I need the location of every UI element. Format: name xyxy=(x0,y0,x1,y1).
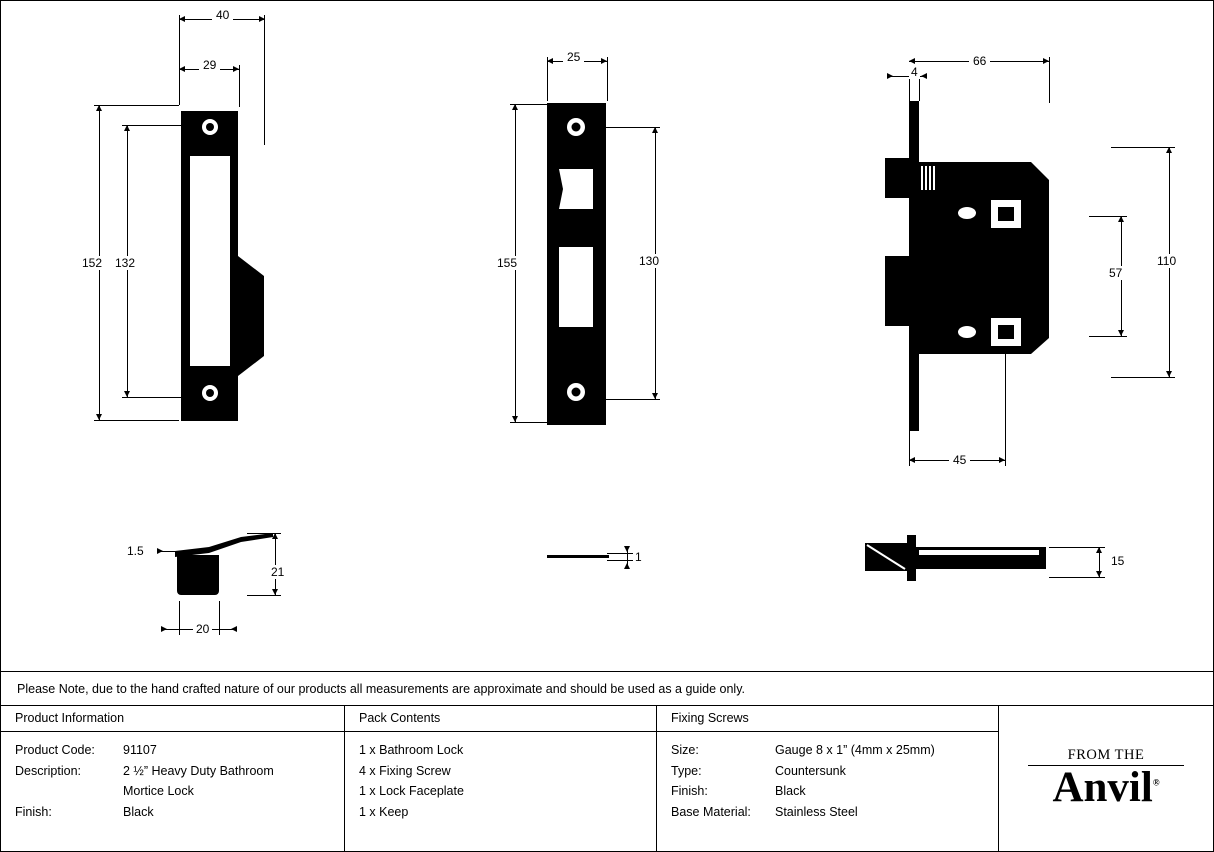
arrow xyxy=(157,548,163,554)
list-item: 1 x Bathroom Lock xyxy=(359,743,464,757)
arrow xyxy=(909,58,915,64)
description-value-line2: Mortice Lock xyxy=(123,784,194,798)
screw-finish-value: Black xyxy=(775,784,806,798)
ext-line xyxy=(94,105,179,106)
brand-logo-cell xyxy=(999,706,1213,851)
faceplate-section-shape xyxy=(547,555,609,558)
table-row xyxy=(15,761,344,782)
screw-base-material-label: Base Material: xyxy=(671,804,751,819)
dim-label-20: 20 xyxy=(193,622,212,636)
screw-finish-label: Finish: xyxy=(671,784,708,798)
ext-line xyxy=(510,422,550,423)
dim-label-21: 21 xyxy=(271,565,285,579)
product-information-body xyxy=(1,732,344,822)
arrow xyxy=(624,563,630,569)
dim-label-155: 155 xyxy=(497,256,518,270)
arrow xyxy=(921,73,927,79)
dim-label-29: 29 xyxy=(199,58,220,72)
description-value: 2 ½” Heavy Duty Bathroom xyxy=(123,763,274,778)
dim-label-1: 1 xyxy=(635,550,642,564)
dim-label-132: 132 xyxy=(115,256,136,270)
ext-line xyxy=(1049,547,1105,548)
screw-size-value: Gauge 8 x 1” (4mm x 25mm) xyxy=(775,743,935,757)
fixing-screws-column xyxy=(657,706,999,851)
list-item: 1 x Lock Faceplate xyxy=(359,784,464,798)
description-label: Description: xyxy=(15,763,81,778)
dim-label-110: 110 xyxy=(1157,254,1177,268)
arrow xyxy=(161,626,167,632)
screw-size-label: Size: xyxy=(671,743,699,757)
dim-label-152: 152 xyxy=(82,256,103,270)
dim-label-40: 40 xyxy=(212,8,233,22)
fixing-screws-heading: Fixing Screws xyxy=(657,706,998,732)
info-table xyxy=(1,705,1213,851)
dim-label-1_5: 1.5 xyxy=(127,544,144,558)
table-row xyxy=(15,802,344,823)
arrow xyxy=(624,546,630,552)
ext-line xyxy=(179,15,180,105)
ext-line xyxy=(607,560,633,561)
registered-mark: ® xyxy=(1152,777,1160,788)
finish-label: Finish: xyxy=(15,804,52,819)
ext-line xyxy=(607,553,633,554)
list-item: 1 x Keep xyxy=(359,804,409,819)
dim-label-15: 15 xyxy=(1111,554,1125,568)
dim-label-66: 66 xyxy=(969,54,990,68)
ext-line xyxy=(510,104,550,105)
ext-line xyxy=(607,57,608,101)
product-code-label: Product Code: xyxy=(15,743,95,757)
lock-body-shape xyxy=(881,96,1121,446)
pack-contents-column xyxy=(345,706,657,851)
table-row xyxy=(671,761,998,782)
dim-label-4: 4 xyxy=(911,65,918,79)
product-information-heading: Product Information xyxy=(1,706,344,732)
keep-plate-shape xyxy=(176,101,296,431)
table-row xyxy=(671,802,998,823)
measurement-note xyxy=(1,671,1213,705)
ext-line xyxy=(1049,577,1105,578)
screw-type-value: Countersunk xyxy=(775,763,846,778)
ext-line xyxy=(122,125,182,126)
lock-body-plan-shape xyxy=(861,531,1061,591)
finish-value: Black xyxy=(123,804,154,819)
keep-section-shape xyxy=(169,529,299,619)
dim-label-130: 130 xyxy=(639,254,660,268)
list-item: 4 x Fixing Screw xyxy=(359,763,451,778)
logo-line-2: Anvil xyxy=(1052,763,1153,811)
ext-line xyxy=(94,420,179,421)
dim-label-57: 57 xyxy=(1109,266,1123,280)
table-row xyxy=(671,781,998,802)
screw-type-label: Type: xyxy=(671,763,702,778)
ext-line xyxy=(122,397,182,398)
arrow xyxy=(887,73,893,79)
measurement-note-text: Please Note, due to the hand crafted nature of our products all measurements are approximate and should be used as a guide only. xyxy=(17,681,746,696)
product-code-value: 91107 xyxy=(123,743,157,757)
pack-contents-body xyxy=(345,732,656,822)
faceplate-shape xyxy=(545,99,615,429)
arrow xyxy=(179,66,185,72)
table-row xyxy=(671,740,998,761)
screw-base-material-value: Stainless Steel xyxy=(775,804,858,819)
from-the-anvil-logo xyxy=(1028,748,1184,809)
logo-line-1: FROM THE xyxy=(1067,747,1145,764)
fixing-screws-body xyxy=(657,732,998,822)
dim-label-25: 25 xyxy=(563,50,584,64)
ext-line xyxy=(547,57,548,101)
dim-label-45: 45 xyxy=(949,453,970,467)
arrow xyxy=(231,626,237,632)
product-information-column xyxy=(1,706,345,851)
table-row xyxy=(15,740,344,761)
pack-contents-heading: Pack Contents xyxy=(345,706,656,732)
